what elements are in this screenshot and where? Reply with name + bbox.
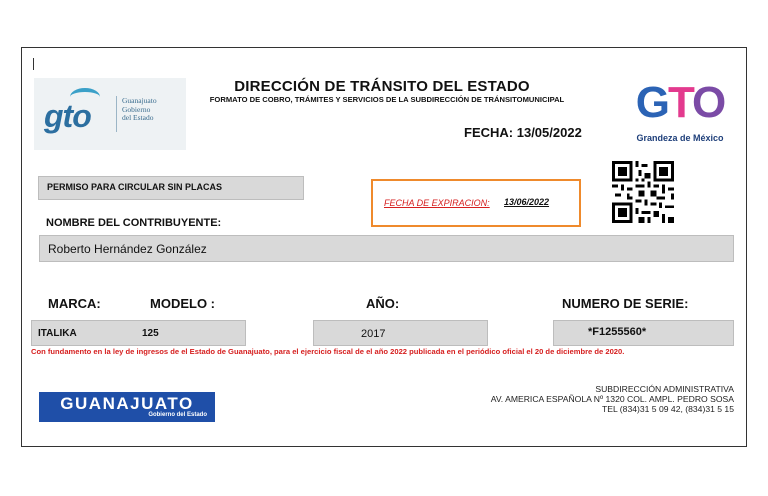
gto-big-letters <box>631 77 729 129</box>
anio-field <box>313 320 488 346</box>
gto-tagline: Grandeza de México <box>636 133 724 143</box>
gto-logo-line: del Estado <box>122 113 154 122</box>
permit-document <box>21 47 747 447</box>
logo-divider <box>116 96 117 132</box>
marca-modelo-field <box>31 320 246 346</box>
marca-value: ITALIKA <box>38 328 77 339</box>
document-subtitle: FORMATO DE COBRO, TRÁMITES Y SERVICIOS DE LA SUBDIRECCIÓN DE TRÁNSITOMUNICIPAL <box>209 95 565 104</box>
fecha <box>464 125 582 140</box>
gto-logo-line: Gobierno <box>122 104 151 114</box>
guanajuato-logo-text: GUANAJUATO <box>60 394 194 413</box>
modelo-label: MODELO : <box>150 296 215 311</box>
anio-label: AÑO: <box>366 296 400 311</box>
address-line: TEL (834)31 5 09 42, (834)31 5 15 <box>601 404 734 414</box>
marca-label: MARCA: <box>48 296 101 311</box>
gto-letter-g: G <box>635 78 668 127</box>
gto-logo-line: Guanajuato <box>122 96 157 105</box>
text-cursor <box>33 58 34 70</box>
contribuyente-value: Roberto Hernández González <box>48 242 207 256</box>
address-block <box>462 384 734 414</box>
gto-letter-t: T <box>667 78 693 127</box>
serie-value: *F1255560* <box>588 326 647 338</box>
anio-value: 2017 <box>361 328 386 340</box>
address-line: SUBDIRECCIÓN ADMINISTRATIVA <box>595 384 734 394</box>
serie-label: NUMERO DE SERIE: <box>562 296 689 311</box>
address-line: AV. AMERICA ESPAÑOLA Nº 1320 COL. AMPL. PEDRO SOSA <box>490 394 734 404</box>
fecha-label: FECHA: <box>464 125 514 140</box>
gto-gobierno-logo <box>34 78 186 150</box>
expiration-value: 13/06/2022 <box>504 197 550 207</box>
modelo-value: 125 <box>142 328 159 339</box>
fecha-value: 13/05/2022 <box>516 125 582 140</box>
gto-letter-o: O <box>692 78 725 127</box>
gto-logo-word: gto <box>44 98 91 134</box>
expiration-box <box>371 179 581 227</box>
expiration-label: FECHA DE EXPIRACION: <box>384 198 490 208</box>
guanajuato-logo-sub: Gobierno del Estado <box>148 412 207 418</box>
guanajuato-logo <box>39 392 215 422</box>
gto-grandeza-logo <box>631 77 729 157</box>
serie-field <box>553 320 734 346</box>
qr-code-icon <box>612 161 674 223</box>
contribuyente-label: NOMBRE DEL CONTRIBUYENTE: <box>46 217 222 229</box>
permiso-box: PERMISO PARA CIRCULAR SIN PLACAS <box>38 176 304 200</box>
legal-notice: Con fundamento en la ley de ingresos de el Estado de Guanajuato, para el ejercicio fiscal de el año 2022 publicada en el periódico oficial el 20 de diciembre de 2020. <box>31 347 625 356</box>
contribuyente-field <box>39 235 734 262</box>
document-title: DIRECCIÓN DE TRÁNSITO DEL ESTADO <box>234 78 530 95</box>
